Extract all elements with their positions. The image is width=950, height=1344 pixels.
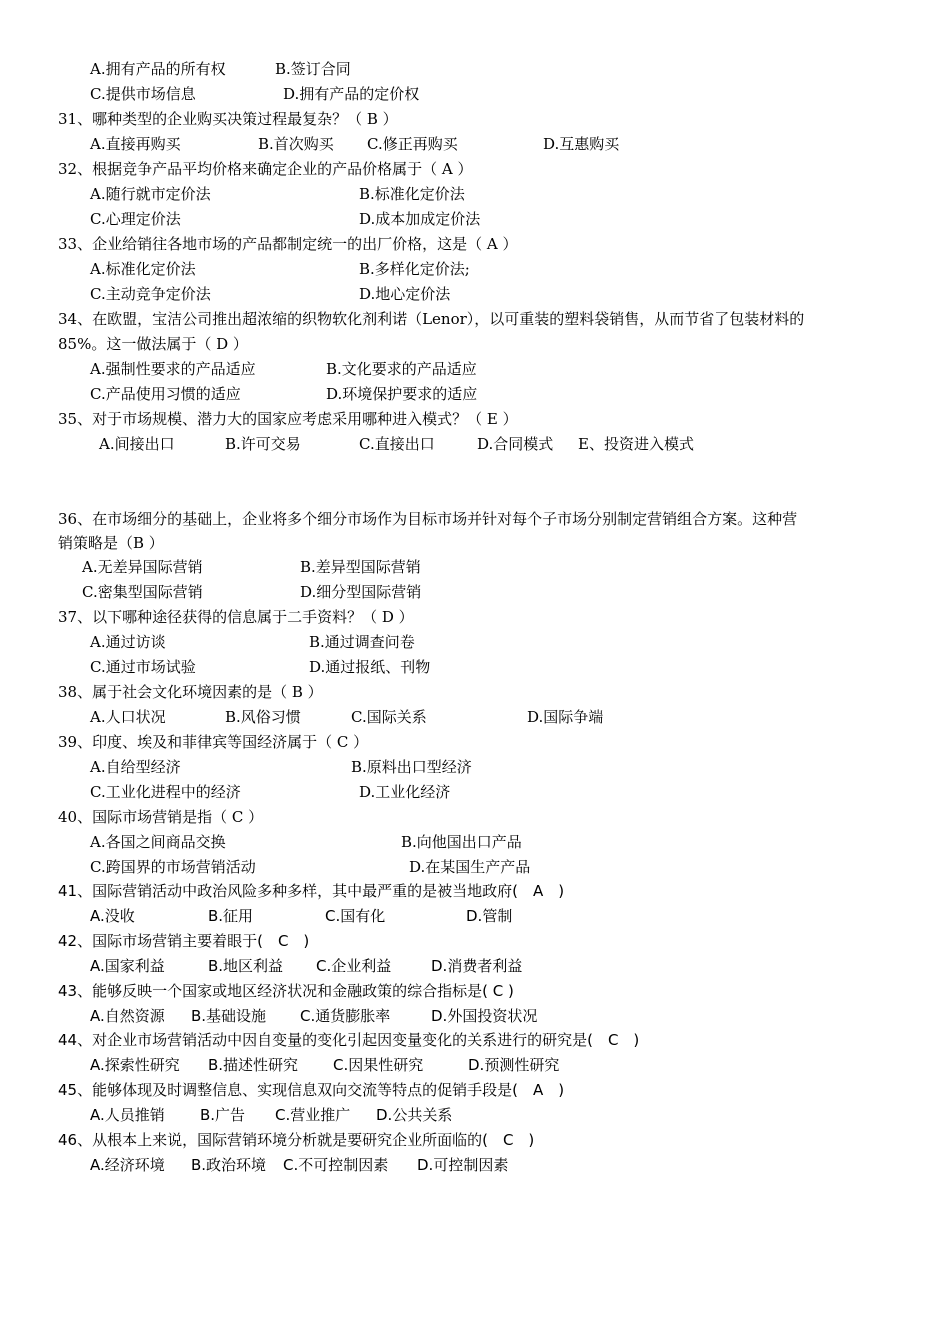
question-text: 35、对于市场规模、潜力大的国家应考虑采用哪种进入模式？（ E ） — [58, 410, 518, 428]
option: A.自给型经济 — [90, 758, 181, 776]
option: D.环境保护要求的适应 — [326, 385, 478, 403]
option: D.通过报纸、刊物 — [309, 658, 431, 676]
option: D.管制 — [466, 907, 513, 925]
option: D.外国投资状况 — [431, 1007, 538, 1025]
option: B.许可交易 — [225, 435, 301, 453]
question-text: 43、能够反映一个国家或地区经济状况和金融政策的综合指标是( C ) — [58, 982, 514, 1000]
option: C.主动竞争定价法 — [90, 285, 211, 303]
option: C.修正再购买 — [367, 135, 458, 153]
option: D.工业化经济 — [359, 783, 451, 801]
question-text: 销策略是（B ） — [58, 534, 164, 552]
question-text: 34、在欧盟，宝洁公司推出超浓缩的织物软化剂利诺（Lenor），以可重装的塑料袋销售，从而节省了包装材料的 — [58, 310, 805, 328]
option: A.各国之间商品交换 — [90, 833, 226, 851]
option: A.通过访谈 — [90, 633, 166, 651]
option: D.拥有产品的定价权 — [283, 85, 420, 103]
option: B.通过调查问卷 — [309, 633, 415, 651]
option: C.通货膨胀率 — [300, 1007, 391, 1025]
option: B.基础设施 — [191, 1007, 267, 1025]
option: A.拥有产品的所有权 — [90, 60, 226, 78]
question-text: 85%。这一做法属于（ D ） — [58, 335, 248, 353]
option: D.可控制因素 — [417, 1156, 509, 1174]
option: C.工业化进程中的经济 — [90, 783, 241, 801]
option: A.随行就市定价法 — [90, 185, 211, 203]
option: D.消费者利益 — [431, 957, 523, 975]
question-text: 44、对企业市场营销活动中因自变量的变化引起因变量变化的关系进行的研究是( C ) — [58, 1031, 640, 1049]
question-text: 36、在市场细分的基础上，企业将多个细分市场作为目标市场并针对每个子市场分别制定营销组合方案。这种营 — [58, 510, 798, 528]
option: B.地区利益 — [208, 957, 284, 975]
option: A.直接再购买 — [90, 135, 181, 153]
option: C.跨国界的市场营销活动 — [90, 858, 256, 876]
option: A.没收 — [90, 907, 135, 925]
option: C.国有化 — [325, 907, 386, 925]
option: B.广告 — [200, 1106, 246, 1124]
option: C.通过市场试验 — [90, 658, 196, 676]
option: A.自然资源 — [90, 1007, 165, 1025]
option: D.合同模式 — [477, 435, 554, 453]
option: A.探索性研究 — [90, 1056, 180, 1074]
option: A.经济环境 — [90, 1156, 165, 1174]
option: D.互惠购买 — [543, 135, 620, 153]
option: B.差异型国际营销 — [300, 558, 421, 576]
option: D.国际争端 — [527, 708, 604, 726]
question-text: 45、能够体现及时调整信息、实现信息双向交流等特点的促销手段是( A ) — [58, 1081, 565, 1099]
option: D.预测性研究 — [468, 1056, 560, 1074]
question-text: 40、国际市场营销是指（ C ） — [58, 808, 264, 826]
option: C.心理定价法 — [90, 210, 181, 228]
option: D.成本加成定价法 — [359, 210, 481, 228]
option: B.原料出口型经济 — [351, 758, 472, 776]
question-text: 33、企业给销往各地市场的产品都制定统一的出厂价格，这是（ A ） — [58, 235, 518, 253]
option: C.因果性研究 — [333, 1056, 424, 1074]
question-text: 31、哪种类型的企业购买决策过程最复杂？（ B ） — [58, 110, 398, 128]
option: B.征用 — [208, 907, 254, 925]
option: C.不可控制因素 — [283, 1156, 389, 1174]
option: A.标准化定价法 — [90, 260, 196, 278]
question-text: 32、根据竞争产品平均价格来确定企业的产品价格属于（ A ） — [58, 160, 473, 178]
option: A.无差异国际营销 — [82, 558, 203, 576]
option: A.人员推销 — [90, 1106, 165, 1124]
option: B.政治环境 — [191, 1156, 267, 1174]
question-text: 39、印度、埃及和菲律宾等国经济属于（ C ） — [58, 733, 369, 751]
option: C.国际关系 — [351, 708, 427, 726]
option: A.国家利益 — [90, 957, 165, 975]
option: A.人口状况 — [90, 708, 166, 726]
option: B.标准化定价法 — [359, 185, 465, 203]
option-row — [0, 1155, 509, 1275]
option: B.向他国出口产品 — [401, 833, 522, 851]
option: C.产品使用习惯的适应 — [90, 385, 241, 403]
question-text: 42、国际市场营销主要着眼于( C ) — [58, 932, 310, 950]
option: D.地心定价法 — [359, 285, 451, 303]
option: C.营业推广 — [275, 1106, 351, 1124]
option: D.细分型国际营销 — [300, 583, 422, 601]
option: B.风俗习惯 — [225, 708, 301, 726]
option: D.在某国生产产品 — [409, 858, 531, 876]
option: D.公共关系 — [376, 1106, 453, 1124]
option: E、投资进入模式 — [578, 435, 694, 453]
option: C.密集型国际营销 — [82, 583, 203, 601]
option: B.首次购买 — [258, 135, 334, 153]
question-text: 41、国际营销活动中政治风险多种多样，其中最严重的是被当地政府( A ) — [58, 882, 565, 900]
option: C.提供市场信息 — [90, 85, 196, 103]
option: B.签订合同 — [275, 60, 351, 78]
option: C.企业利益 — [316, 957, 392, 975]
question-text: 46、从根本上来说，国际营销环境分析就是要研究企业所面临的( C ) — [58, 1131, 535, 1149]
option: C.直接出口 — [359, 435, 435, 453]
question-text: 37、以下哪种途径获得的信息属于二手资料？（ D ） — [58, 608, 414, 626]
option: B.多样化定价法; — [359, 260, 470, 278]
option: A.强制性要求的产品适应 — [90, 360, 256, 378]
option: B.描述性研究 — [208, 1056, 299, 1074]
option: B.文化要求的产品适应 — [326, 360, 477, 378]
question-text: 38、属于社会文化环境因素的是（ B ） — [58, 683, 323, 701]
option: A.间接出口 — [99, 435, 175, 453]
